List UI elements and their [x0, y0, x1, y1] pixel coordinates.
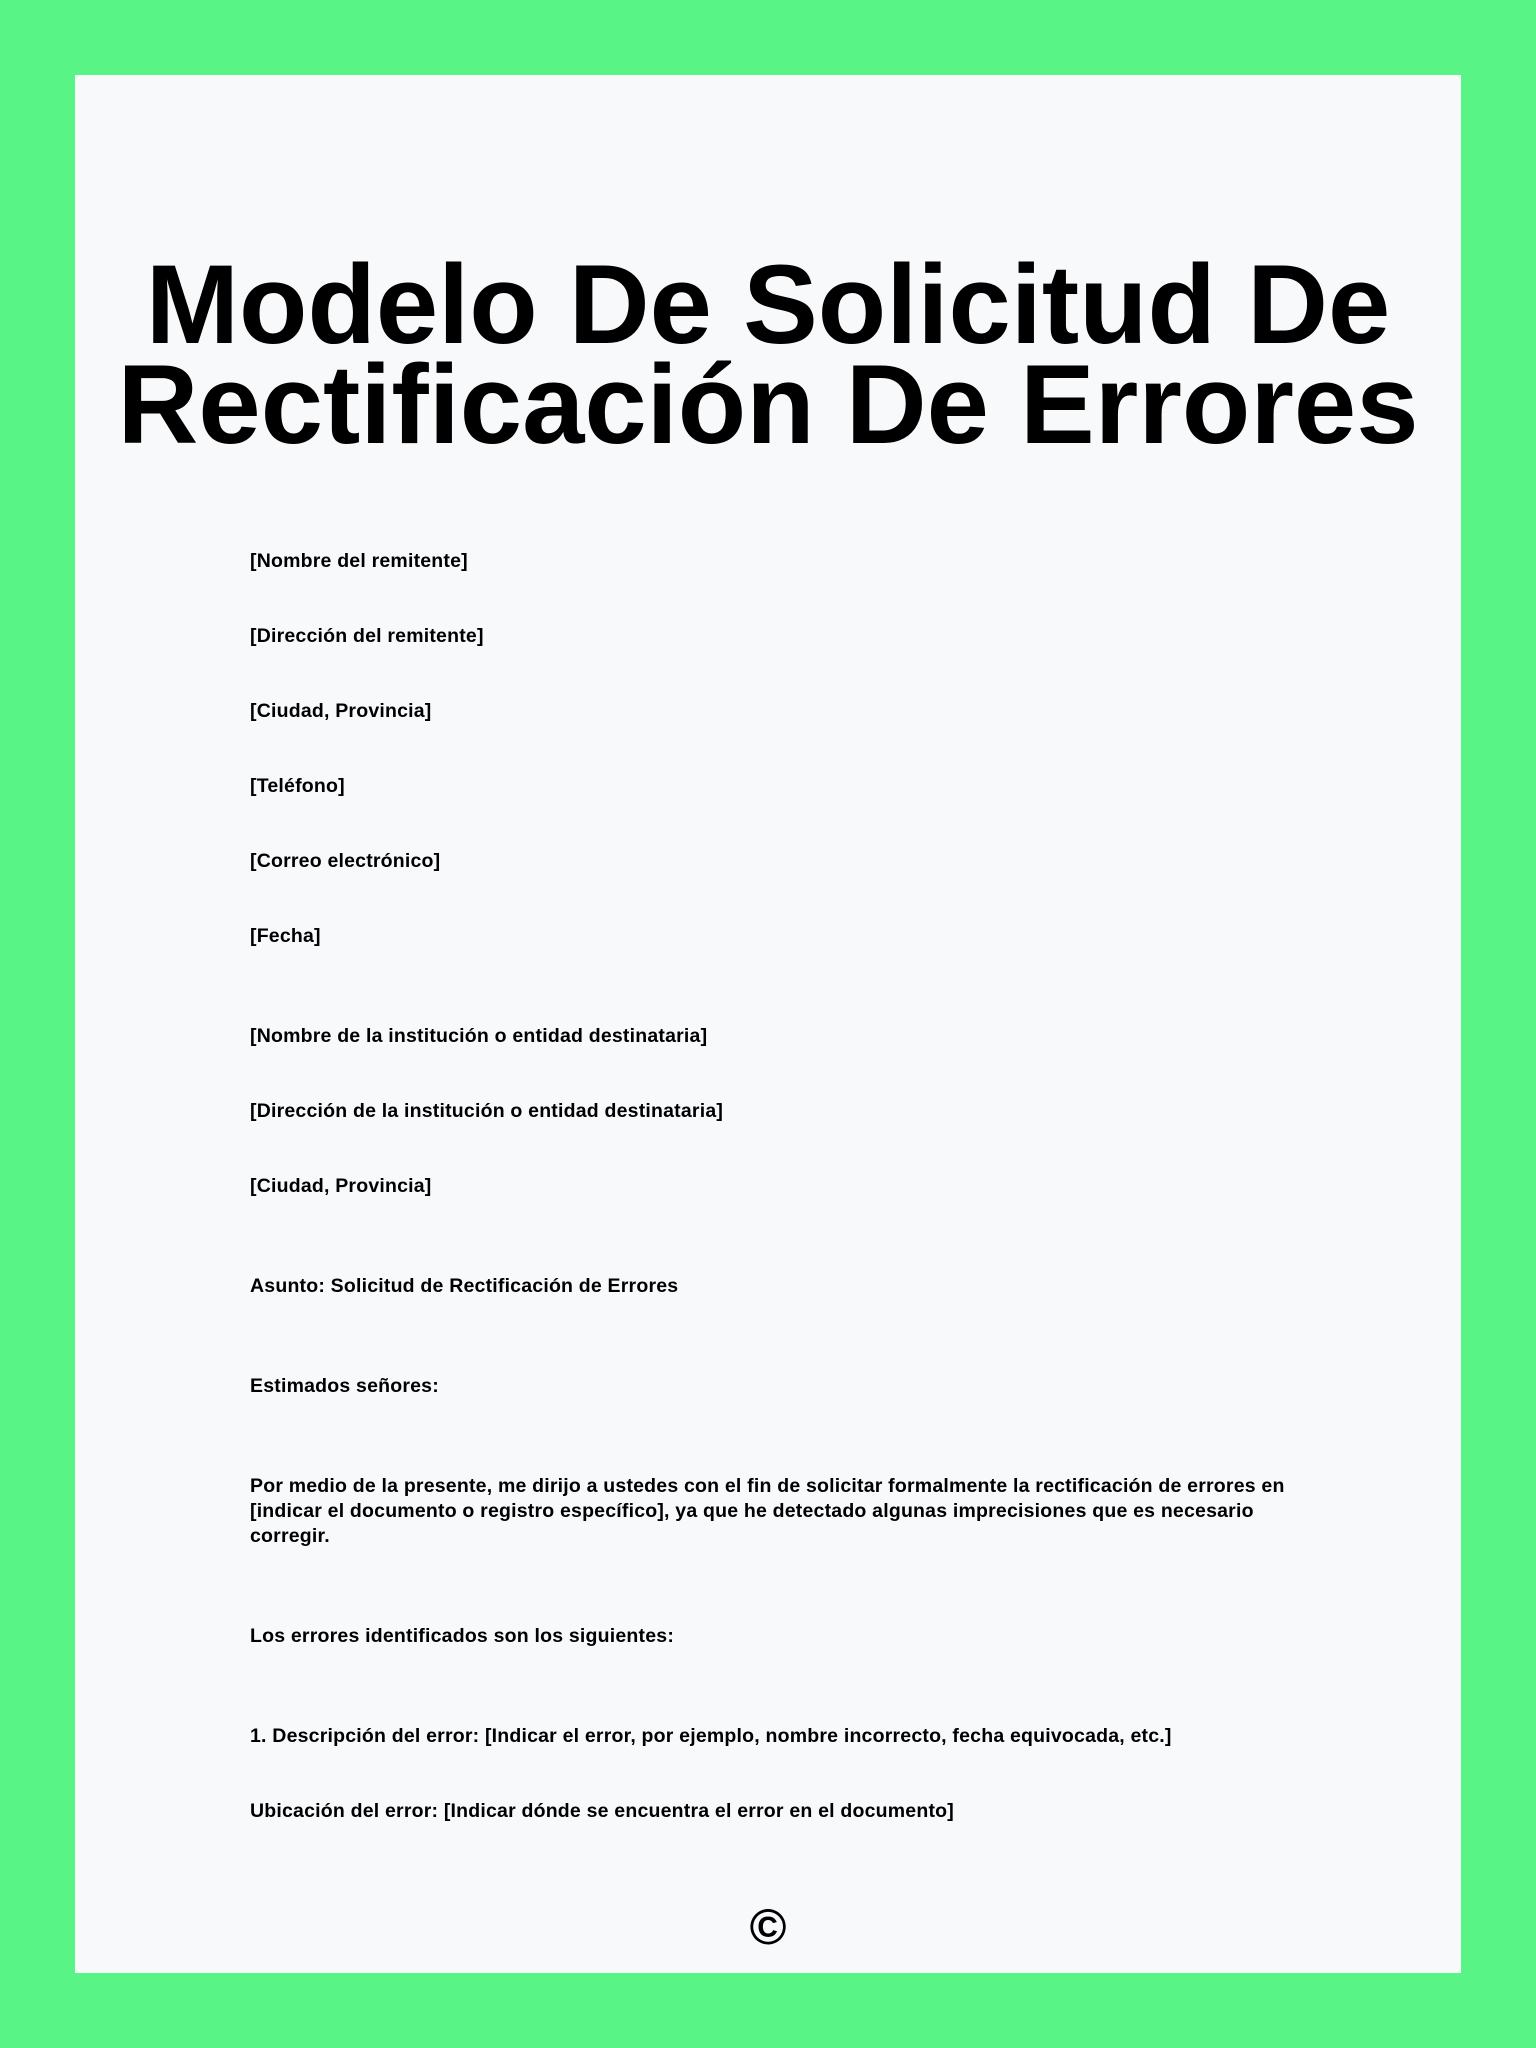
sender-address: [Dirección del remitente] — [250, 625, 484, 647]
letter-intro: Por medio de la presente, me dirijo a ustedes con el fin de solicitar formalmente la rectificación de errores en [indicar el documento o registro específico], ya que he detectado algunas imprecisiones que es necesario corregir. — [250, 1475, 1285, 1547]
recipient-name: [Nombre de la institución o entidad destinataria] — [250, 1025, 708, 1047]
sender-phone: [Teléfono] — [250, 775, 345, 797]
document-page — [75, 75, 1461, 1973]
letter-subject: Asunto: Solicitud de Rectificación de Errores — [250, 1275, 679, 1297]
copyright-icon: © — [749, 1899, 787, 1955]
letter-date: [Fecha] — [250, 925, 321, 947]
recipient-address: [Dirección de la institución o entidad destinataria] — [250, 1100, 724, 1122]
sender-name: [Nombre del remitente] — [250, 550, 468, 572]
error-1-description: 1. Descripción del error: [Indicar el error, por ejemplo, nombre incorrecto, fecha equivocada, etc.] — [250, 1725, 1172, 1747]
recipient-city: [Ciudad, Provincia] — [250, 1175, 432, 1197]
error-1-location: Ubicación del error: [Indicar dónde se encuentra el error en el documento] — [250, 1800, 954, 1822]
errors-heading: Los errores identificados son los siguientes: — [250, 1625, 675, 1647]
sender-email: [Correo electrónico] — [250, 850, 441, 872]
letter-greeting: Estimados señores: — [250, 1375, 439, 1397]
document-title: Modelo De Solicitud De Rectificación De Errores — [117, 242, 1419, 467]
sender-city: [Ciudad, Provincia] — [250, 700, 432, 722]
